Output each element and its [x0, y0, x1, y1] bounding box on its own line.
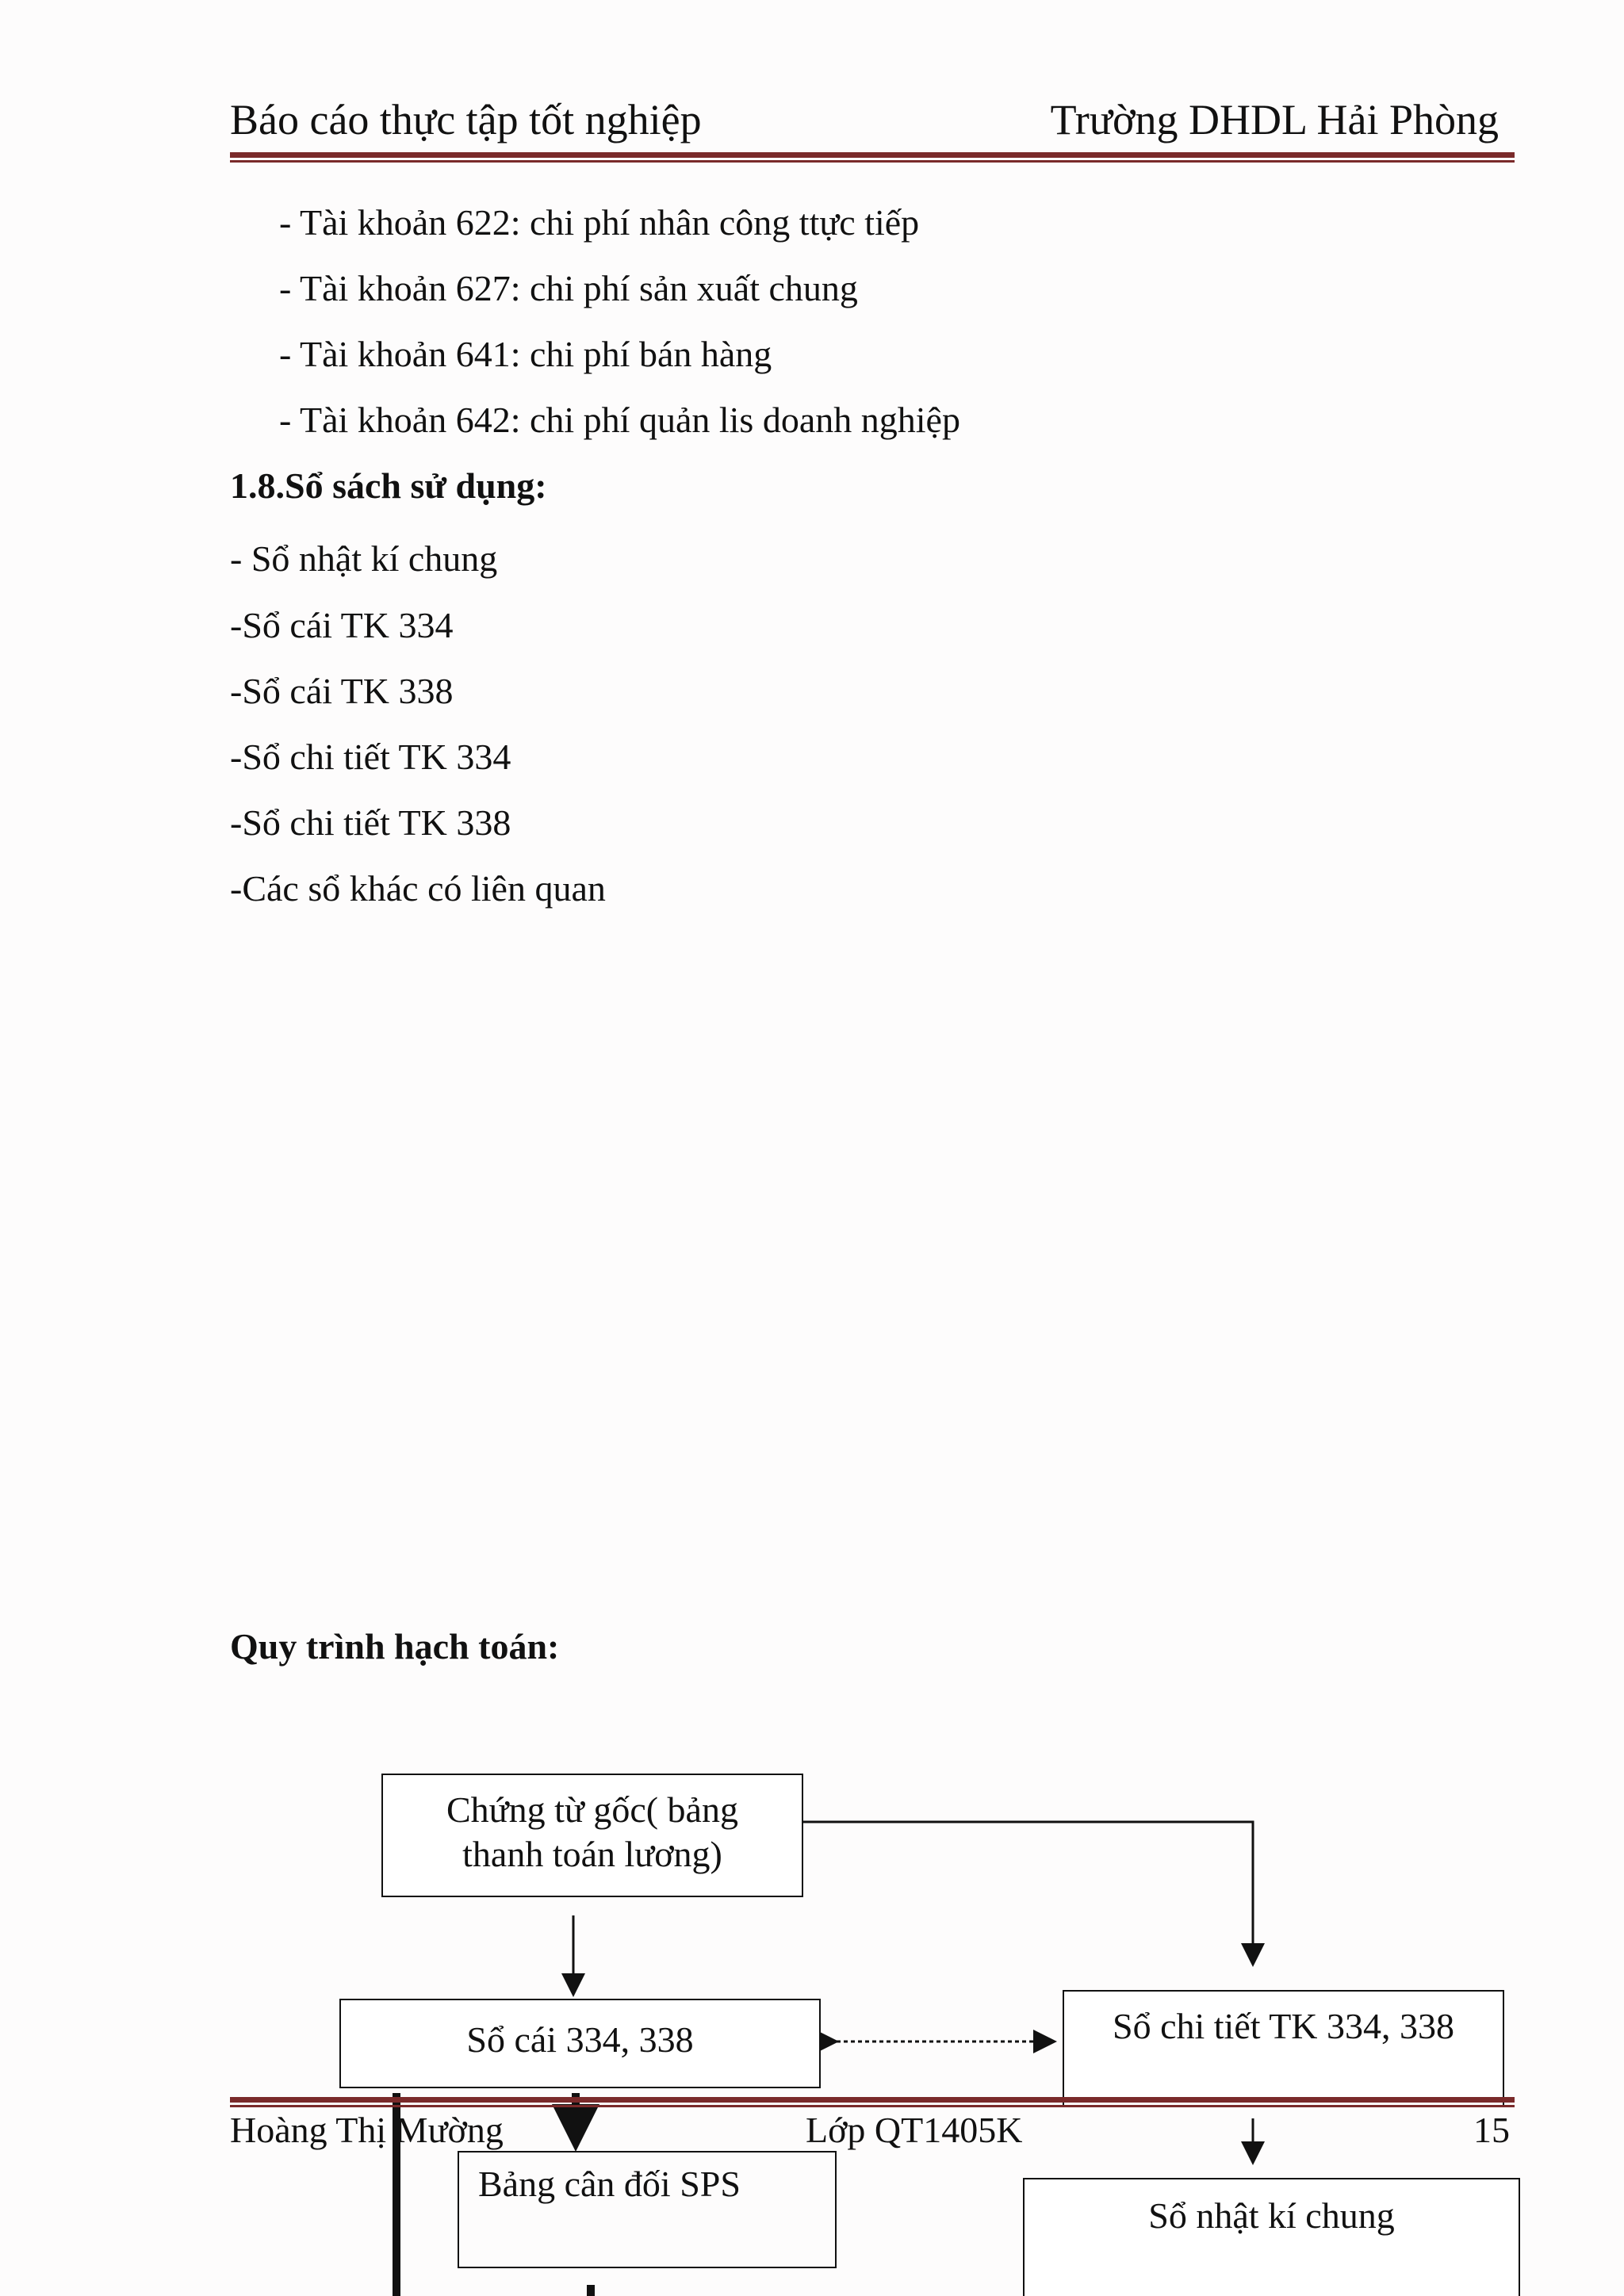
book-line: - Sổ nhật kí chung [230, 538, 498, 579]
source-line-2: thanh toán lương) [462, 1834, 722, 1874]
footer-author: Hoàng Thị Mường [230, 2110, 504, 2150]
source-line-1: Chứng từ gốc( bảng [446, 1789, 738, 1830]
book-line: -Sổ cái TK 338 [230, 671, 454, 711]
balance-label: Bảng cân đối SPS [478, 2164, 741, 2204]
section-heading: 1.8.Sổ sách sử dụng: [230, 465, 547, 506]
footer-class: Lớp QT1405K [806, 2110, 1023, 2150]
account-line: - Tài khoản 642: chi phí quản lis doanh nghiệp [279, 400, 960, 440]
detail-ledger-box [1063, 1990, 1504, 2107]
balance-sheet-box [458, 2151, 837, 2268]
footer-rule-thin [230, 2105, 1515, 2107]
book-line: -Các sổ khác có liên quan [230, 868, 606, 909]
book-line: -Sổ cái TK 334 [230, 605, 454, 645]
footer-page-number: 15 [1473, 2110, 1510, 2150]
process-heading: Quy trình hạch toán: [230, 1626, 560, 1667]
journal-label: Sổ nhật kí chung [1148, 2195, 1395, 2236]
ledger-label: Sổ cái 334, 338 [466, 2019, 694, 2060]
book-line: -Sổ chi tiết TK 338 [230, 802, 511, 843]
header-left: Báo cáo thực tập tốt nghiệp [230, 96, 702, 144]
source-documents-box [381, 1774, 803, 1897]
journal-box [1023, 2178, 1520, 2296]
header-right: Trường DHDL Hải Phòng [1050, 96, 1499, 144]
ledger-box [339, 1999, 821, 2088]
account-line: - Tài khoản 627: chi phí sản xuất chung [279, 268, 858, 308]
detail-label: Sổ chi tiết TK 334, 338 [1112, 2006, 1455, 2046]
account-line: - Tài khoản 622: chi phí nhân công ttực tiếp [279, 202, 920, 243]
book-line: -Sổ chi tiết TK 334 [230, 737, 511, 777]
footer-rule [230, 2097, 1515, 2103]
account-line: - Tài khoản 641: chi phí bán hàng [279, 334, 772, 374]
